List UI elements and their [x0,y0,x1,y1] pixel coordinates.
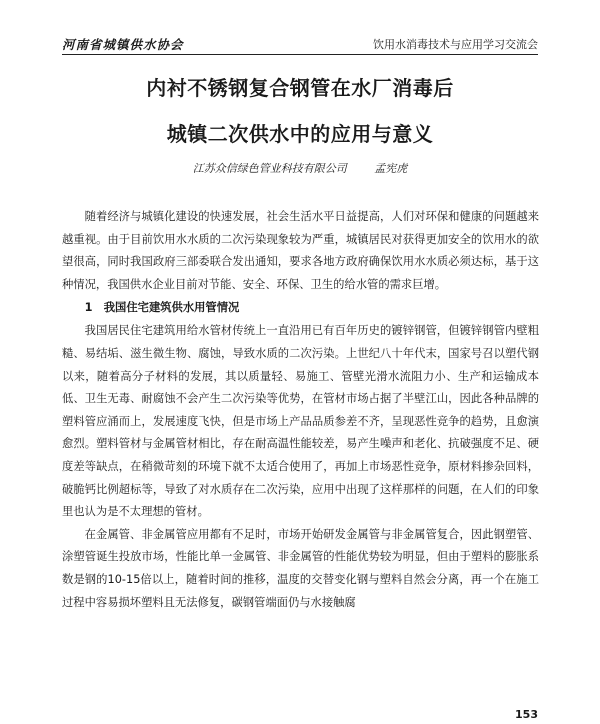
header-association: 河南省城镇供水协会 [62,37,184,52]
author-name: 孟宪虎 [374,162,408,175]
byline [0,160,600,176]
section-heading-1: 1 我国住宅建筑供水用管情况 [84,301,240,315]
paragraph-intro: 随着经济与城镇化建设的快速发展，社会生活水平日益提高，人们对环保和健康的问题越来越重视。由于目前饮用水水质的二次污染现象较为严重，城镇居民对获得更加安全的饮用水的欲望很高，同时我国政府三部委联合发出通知，要求各地方政府确保饮用水水质必须达标，基于这种情况，我国供水企业目前对节能、安全、环保、卫生的给水管的需求巨增。 [62,210,539,291]
article-title-line-2: 城镇二次供水中的应用与意义 [166,122,434,146]
author-company: 江苏众信绿色管业科技有限公司 [192,162,347,175]
paragraph-composite-pipe: 在金属管、非金属管应用都有不足时，市场开始研发金属管与非金属管复合，因此钢塑管、涂塑管诞生投放市场，性能比单一金属管、非金属管的性能优势较为明显，但由于塑料的膨胀系数是钢的10-15倍以上，随着时间的推移，温度的交替变化钢与塑料自然会分离，再一个在施工过程中容易损坏塑料且无法修复，碳钢管端面仍与水接触腐 [62,527,539,609]
paragraph-pipe-history: 我国居民住宅建筑用给水管材传统上一直沿用已有百年历史的镀锌钢管，但镀锌钢管内壁粗糙、易结垢、滋生微生物、腐蚀，导致水质的二次污染。上世纪八十年代末，国家号召以塑代钢以来，随着高分子材料的发展，其以质量轻、易施工、管壁光滑水流阻力小、生产和运输成本低、卫生无毒、耐腐蚀不会产生二次污染等优势，在管材市场占据了半壁江山，因此各种品牌的塑料管应涌而上，发展速度飞快，但是市场上产品品质参差不齐，呈现恶性竞争的趋势，且愈演愈烈。塑料管材与金属管材相比，存在耐高温性能较差，易产生噪声和老化、抗破强度不足、硬度差等缺点，在稍微苛刻的环境下就不太适合使用了，再加上市场恶性竞争，原材料掺杂回料，破脆钙比例超标等，导致了对水质存在二次污染，应用中出现了这样那样的问题，在人们的印象里也认为是不太理想的管材。 [62,324,539,519]
article-body [62,206,539,614]
article-title-line-1: 内衬不锈钢复合钢管在水厂消毒后 [146,76,454,100]
running-header [62,34,538,55]
header-conference: 饮用水消毒技术与应用学习交流会 [373,38,538,51]
page-number: 153 [515,708,538,721]
